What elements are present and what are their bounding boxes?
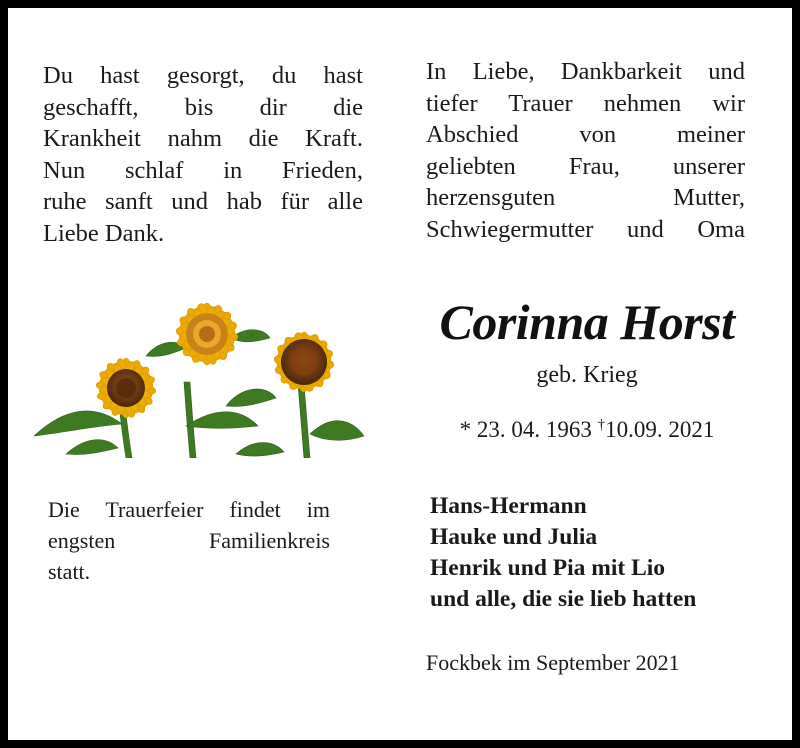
obituary-card — [8, 8, 792, 740]
ceremony-line: statt. — [48, 559, 91, 584]
ceremony-notice — [48, 494, 330, 587]
birth-date: 23. 04. 1963 — [476, 417, 592, 442]
family-line: Hans-Hermann — [430, 493, 587, 519]
intro-line: herzensguten Mutter, — [426, 184, 745, 211]
intro-line: In Liebe, Dankbarkeit und — [426, 58, 745, 85]
poem-line: Krankheit nahm die Kraft. — [43, 125, 363, 152]
intro-line: tiefer Trauer nehmen wir — [426, 89, 745, 117]
birth-symbol: * — [459, 417, 472, 442]
family-line: und alle, die sie lieb hatten — [430, 586, 697, 612]
life-dates — [426, 410, 748, 445]
intro-line: geliebten Frau, unserer — [426, 152, 745, 180]
family-line: Hauke und Julia — [430, 524, 598, 550]
poem-line: Du hast gesorgt, du hast — [43, 62, 363, 89]
family-line: Henrik und Pia mit Lio — [430, 555, 666, 581]
ceremony-line: engsten Familienkreis — [48, 528, 330, 553]
death-date: 10.09. 2021 — [605, 417, 715, 442]
sunflowers-image — [26, 286, 366, 458]
poem-text — [43, 60, 363, 249]
ceremony-line: Die Trauerfeier findet im — [48, 497, 330, 522]
intro-line: Abschied von meiner — [426, 121, 745, 148]
deceased-name: Corinna Horst — [439, 294, 735, 350]
maiden-name: geb. Krieg — [536, 362, 638, 388]
poem-line: ruhe sanft und hab für alle — [43, 188, 363, 215]
poem-line: Liebe Dank. — [43, 219, 165, 247]
intro-line: Schwiegermutter und Oma — [426, 215, 745, 243]
farewell-intro-text — [426, 56, 745, 245]
death-symbol: † — [597, 417, 606, 433]
poem-line: geschafft, bis dir die — [43, 93, 363, 121]
family-signatures — [430, 491, 760, 615]
place-and-date: Fockbek im September 2021 — [426, 650, 680, 675]
poem-line: Nun schlaf in Frieden, — [43, 156, 363, 184]
